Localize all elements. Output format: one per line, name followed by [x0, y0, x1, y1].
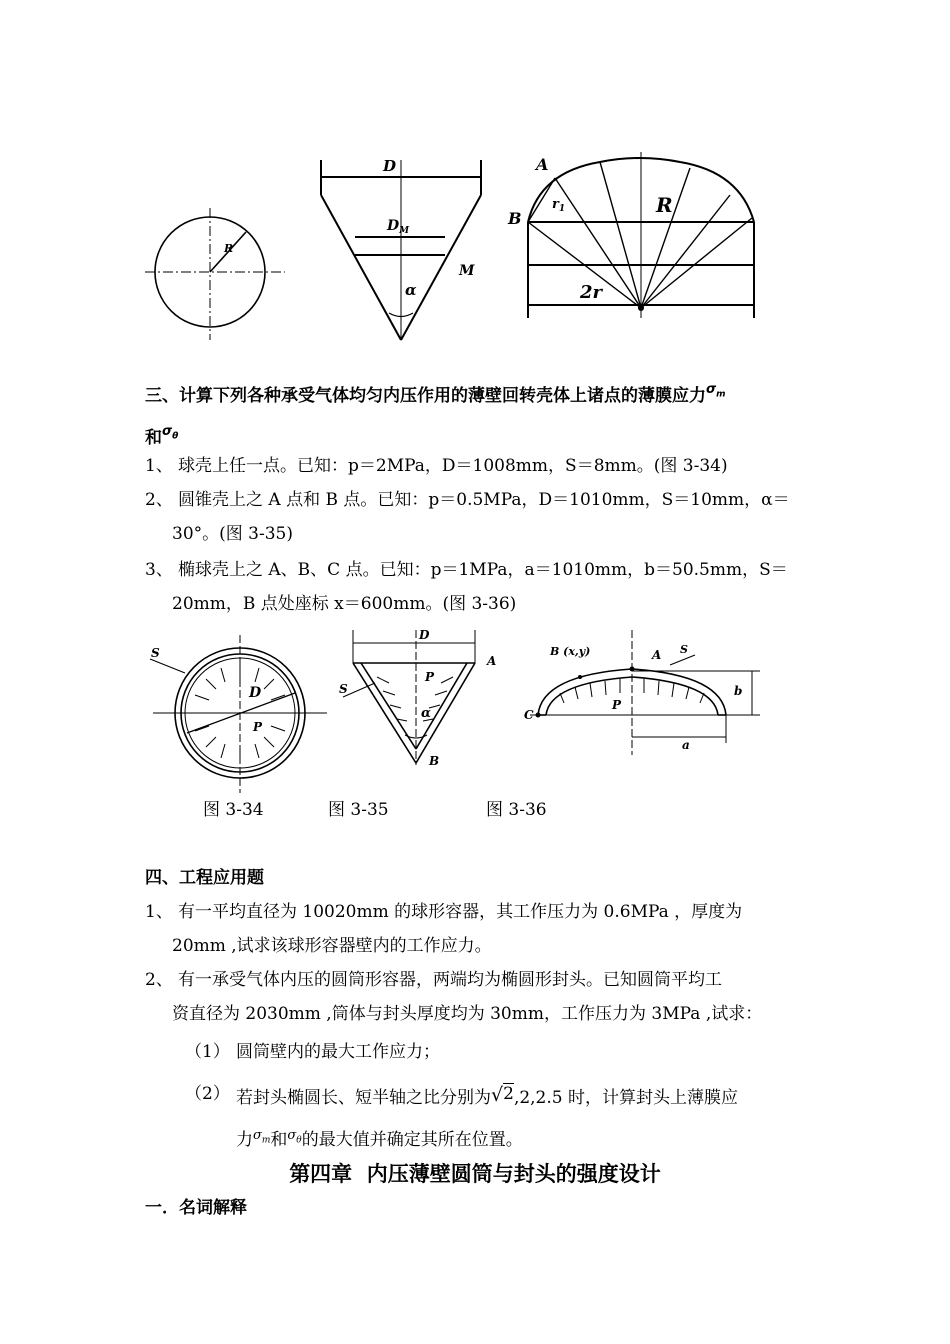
fig35-s-label: S — [339, 682, 348, 696]
fig34-p-label: P — [253, 720, 263, 734]
figure-sphere-top — [140, 200, 300, 340]
s4-q2-text: 有一承受气体内压的圆筒形容器，两端均为椭圆形封头。已知圆筒平均工 — [178, 970, 722, 990]
sqrt-value: 2 — [503, 1084, 514, 1104]
fig36-bxy-label: B (x,y) — [550, 645, 591, 658]
fig35-p-label: P — [425, 670, 435, 684]
sqrt-symbol: √ — [491, 1084, 504, 1106]
figure-3-34 — [145, 625, 335, 795]
sigma-theta-inline: σθ — [287, 1128, 302, 1146]
s4-q1-num: 1、 — [145, 902, 173, 922]
figure-3-36 — [520, 625, 765, 755]
cone-m-label: M — [459, 263, 475, 279]
chapter-title: 第四章 内压薄壁圆筒与封头的强度设计 — [289, 1162, 661, 1186]
dome-r1-label: $r_1$ — [552, 197, 566, 214]
s3-item2-text-cont: 30°。(图 3-35) — [172, 524, 293, 544]
fig35-a-label: A — [487, 654, 497, 668]
dome-bigr-label: R — [656, 193, 673, 217]
sigma-m-symbol: σm — [706, 382, 726, 400]
fig36-a-label: A — [652, 648, 662, 662]
figure-3-35 — [335, 625, 510, 770]
s3-item2-num: 2、 — [145, 490, 173, 510]
fig35-d-label: D — [419, 628, 430, 642]
s4-sub1-num: （1） — [185, 1042, 230, 1062]
caption-fig-3-36: 图 3-36 — [486, 800, 547, 820]
s4-q1-text: 有一平均直径为 10020mm 的球形容器，其工作压力为 0.6MPa ，厚度为 — [178, 902, 743, 922]
s3-item2-text: 圆锥壳上之 A 点和 B 点。已知：p＝0.5MPa，D＝1010mm，S＝10mm，α＝ — [178, 490, 790, 510]
fig36-a-dim: a — [682, 738, 690, 752]
section3-title: 三、计算下列各种承受气体均匀内压作用的薄壁回转壳体上诸点的薄膜应力$^{\sigma_m}$ — [145, 382, 726, 406]
s4-q2-text-cont: 资直径为 2030mm ,筒体与封头厚度均为 30mm，工作压力为 3MPa ,试求： — [172, 1004, 763, 1024]
cone-dm-label: $D_M$ — [387, 218, 410, 236]
s4-q1-text-cont: 20mm ,试求该球形容器壁内的工作应力。 — [172, 936, 492, 956]
fig36-c-label: C — [524, 708, 534, 722]
s4-sub2-text-cont: 力$^{\sigma_m}$和$^{\sigma_\theta}$的最大值并确定其所在位置。 — [236, 1128, 523, 1150]
fig36-b-dim: b — [734, 684, 743, 698]
dome-2r-label: 2r — [580, 282, 603, 303]
dome-a-label: A — [536, 155, 549, 174]
fig34-s-label: S — [151, 646, 160, 660]
section4-title: 四、工程应用题 — [145, 868, 264, 888]
s4-sub2-text: 若封头椭圆长、短半轴之比分别为√2,2,2.5 时，计算封头上薄膜应 — [236, 1084, 739, 1108]
fig35-b-label: B — [429, 754, 440, 768]
radius-label: R — [224, 242, 234, 255]
caption-fig-3-34: 图 3-34 — [203, 800, 264, 820]
fig36-p-label: P — [612, 698, 622, 712]
s4-sub2-num: （2） — [185, 1084, 230, 1104]
s4-q2-num: 2、 — [145, 970, 173, 990]
figure-cone-top — [315, 155, 490, 345]
fig34-d-label: D — [249, 685, 262, 701]
cone-alpha-label: α — [405, 281, 417, 299]
s3-item3-text: 椭球壳上之 A、B、C 点。已知：p＝1MPa，a＝1010mm，b＝50.5mm，S＝ — [178, 560, 788, 580]
figure-dome-top — [500, 150, 770, 330]
sigma-m-inline: σm — [253, 1128, 271, 1146]
sigma-theta-symbol: σθ — [162, 424, 179, 442]
s3-item1-num: 1、 — [145, 456, 173, 476]
section3-title-cont: 和$^{\sigma_\theta}$ — [145, 424, 179, 448]
cone-d-label: D — [383, 157, 397, 175]
fig36-s-label: S — [680, 643, 688, 656]
s4-sub1-text: 圆筒壁内的最大工作应力； — [236, 1042, 440, 1062]
dome-b-label: B — [508, 209, 522, 228]
s3-item3-num: 3、 — [145, 560, 173, 580]
fig35-alpha-label: α — [421, 706, 432, 721]
s3-item1-text: 球壳上任一点。已知：p＝2MPa，D＝1008mm，S＝8mm。(图 3-34) — [178, 456, 728, 476]
section-next-title: 一．名词解释 — [145, 1198, 247, 1218]
caption-fig-3-35: 图 3-35 — [328, 800, 389, 820]
s3-item3-text-cont: 20mm，B 点处座标 x＝600mm。(图 3-36) — [172, 594, 517, 614]
